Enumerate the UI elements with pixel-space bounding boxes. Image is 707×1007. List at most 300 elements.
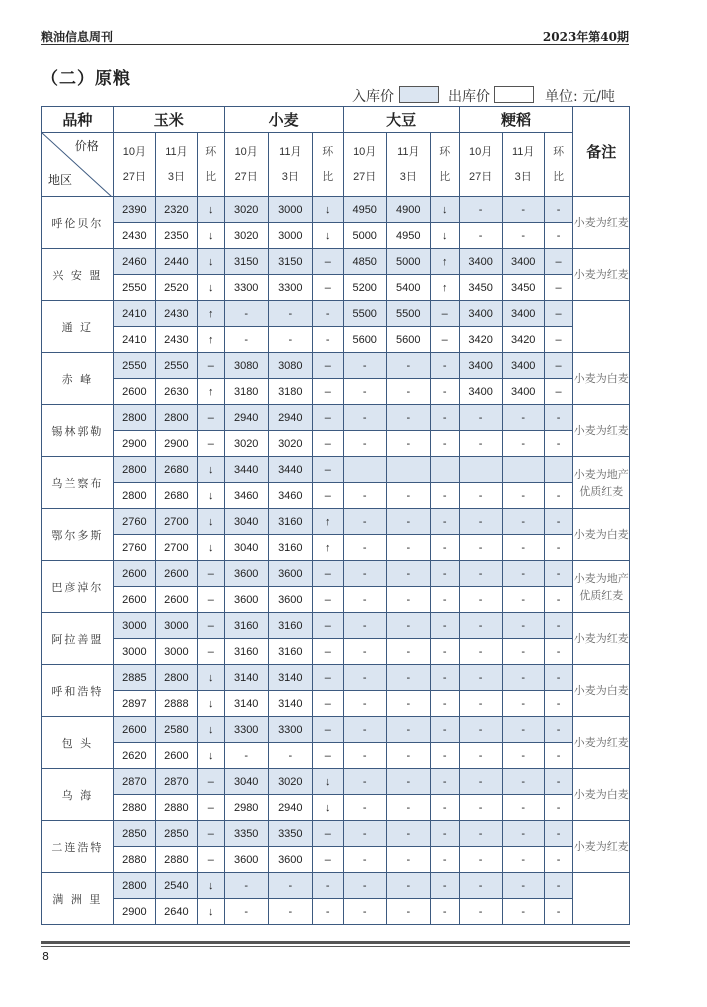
price-cell: - [544,873,573,899]
price-cell: - [430,509,459,535]
table-row [42,665,630,691]
price-cell: - [544,769,573,795]
price-cell: – [312,405,343,431]
price-cell: – [197,353,224,379]
price-cell: - [459,847,502,873]
price-cell: - [268,327,312,353]
price-cell: - [544,691,573,717]
price-cell: - [430,899,459,925]
price-cell: - [343,483,386,509]
price-cell: - [459,873,502,899]
price-cell: - [224,899,268,925]
price-cell: 3420 [502,327,544,353]
footer-rule-thick [41,941,630,944]
price-cell: - [502,535,544,561]
price-cell: 3160 [268,613,312,639]
unit-label: 单位: 元/吨 [545,89,615,105]
price-cell: 2870 [155,769,197,795]
price-cell: 3140 [268,665,312,691]
table-row [42,509,630,535]
price-cell: - [268,743,312,769]
price-legend [352,84,628,106]
note-cell: 小麦为白麦 [573,769,630,821]
price-cell: ↓ [197,743,224,769]
change-header-bottom: 比 [439,170,451,183]
price-cell: 5500 [386,301,430,327]
price-cell: ↓ [197,899,224,925]
price-cell: 3400 [502,379,544,405]
price-cell: 2630 [155,379,197,405]
price-cell: 2620 [113,743,155,769]
price-cell: - [386,587,430,613]
price-cell: - [386,509,430,535]
price-cell: - [343,639,386,665]
price-cell: 3140 [224,691,268,717]
price-cell: 3160 [268,535,312,561]
price-cell: - [459,717,502,743]
price-cell: 2440 [155,249,197,275]
price-cell: 2680 [155,457,197,483]
price-cell: 2600 [113,587,155,613]
region-name: 二连浩特 [42,821,114,873]
price-cell: ↓ [197,275,224,301]
table-row [42,457,630,483]
price-cell: 3600 [268,587,312,613]
price-cell: - [544,431,573,457]
price-cell: – [197,561,224,587]
price-cell: ↓ [197,873,224,899]
price-cell: 2600 [155,561,197,587]
price-cell: - [544,847,573,873]
date-month: 11月 [165,145,188,158]
price-cell: 3080 [224,353,268,379]
grain-price-table [41,106,630,925]
price-cell: - [312,301,343,327]
table-row [42,691,630,717]
table-row [42,743,630,769]
price-cell: – [312,587,343,613]
table-row [42,899,630,925]
price-cell: 2900 [113,899,155,925]
table-row [42,483,630,509]
price-cell: – [197,587,224,613]
price-cell: – [197,613,224,639]
price-cell: 2700 [155,535,197,561]
price-cell: 3000 [113,613,155,639]
table-row [42,535,630,561]
price-cell: - [386,431,430,457]
price-cell: - [430,743,459,769]
price-cell: – [312,743,343,769]
price-cell: - [430,587,459,613]
table-row [42,353,630,379]
price-cell: – [430,327,459,353]
price-cell: 2550 [155,353,197,379]
price-cell [430,457,459,483]
date-header-rice-10-27 [459,133,502,197]
price-cell: - [386,613,430,639]
price-cell: 3000 [155,639,197,665]
price-cell: 3000 [268,197,312,223]
price-cell: 2800 [113,483,155,509]
group-header-japonica-rice: 粳稻 [459,107,573,133]
price-cell: - [430,353,459,379]
price-cell: - [386,379,430,405]
price-cell: 2880 [113,795,155,821]
price-cell: – [544,379,573,405]
price-cell: 3350 [224,821,268,847]
price-cell: - [343,665,386,691]
price-cell: 3140 [268,691,312,717]
price-cell: 3150 [224,249,268,275]
price-cell: - [386,743,430,769]
price-cell: 3400 [459,353,502,379]
price-cell: - [268,301,312,327]
price-cell: - [386,483,430,509]
price-cell: 2350 [155,223,197,249]
price-cell: ↓ [197,483,224,509]
price-cell: 3350 [268,821,312,847]
price-cell: 5600 [343,327,386,353]
price-cell: 2600 [113,379,155,405]
price-cell: - [544,743,573,769]
price-cell: - [544,561,573,587]
price-cell [502,457,544,483]
change-header-soybean [430,133,459,197]
date-header-corn-10-27 [113,133,155,197]
date-header-wheat-11-3 [268,133,312,197]
price-cell: 3400 [502,353,544,379]
price-cell: - [386,873,430,899]
price-cell: - [544,717,573,743]
price-cell: – [544,327,573,353]
price-cell: 2800 [155,665,197,691]
date-month: 11月 [279,145,302,158]
price-cell: - [502,405,544,431]
price-cell: - [502,821,544,847]
region-name: 巴彦淖尔 [42,561,114,613]
price-cell: - [343,561,386,587]
price-cell: 3300 [224,275,268,301]
price-cell: - [459,795,502,821]
price-cell: - [502,223,544,249]
price-cell: 2900 [155,431,197,457]
price-cell: - [544,899,573,925]
price-cell: 2600 [113,561,155,587]
price-cell: - [430,405,459,431]
date-day: 27日 [353,170,377,183]
price-cell: 4900 [386,197,430,223]
price-cell: 3000 [155,613,197,639]
price-cell: 3300 [224,717,268,743]
note-cell: 小麦为白麦 [573,353,630,405]
price-cell: 2880 [155,847,197,873]
change-header-bottom: 比 [205,170,217,183]
price-cell: - [386,769,430,795]
price-cell: – [544,249,573,275]
price-cell: ↓ [430,197,459,223]
price-cell: – [197,795,224,821]
price-cell: 2880 [113,847,155,873]
price-cell: - [459,197,502,223]
price-cell: - [502,717,544,743]
table-row [42,561,630,587]
price-cell: - [544,535,573,561]
group-header-corn: 玉米 [113,107,224,133]
region-name: 鄂尔多斯 [42,509,114,561]
table-row [42,249,630,275]
change-header-rice [544,133,573,197]
price-cell: - [502,665,544,691]
price-cell: - [268,873,312,899]
price-cell: ↑ [197,327,224,353]
price-cell: - [430,483,459,509]
price-cell: - [459,561,502,587]
price-cell: 3020 [268,431,312,457]
price-cell: 3020 [224,223,268,249]
price-cell: ↓ [197,717,224,743]
table-row [42,379,630,405]
price-cell: - [312,873,343,899]
price-cell: 5400 [386,275,430,301]
price-cell: 3300 [268,717,312,743]
price-cell: 2390 [113,197,155,223]
region-name: 通 辽 [42,301,114,353]
price-cell: 4850 [343,249,386,275]
price-cell: 3040 [224,509,268,535]
price-cell: – [197,821,224,847]
date-header-soybean-11-3 [386,133,430,197]
price-cell: - [343,379,386,405]
price-cell: 3400 [502,301,544,327]
price-cell: - [430,691,459,717]
price-cell: – [312,483,343,509]
price-cell: - [502,847,544,873]
price-cell: 3450 [459,275,502,301]
price-cell [343,457,386,483]
price-cell: 2700 [155,509,197,535]
price-cell: 3020 [268,769,312,795]
price-cell: ↓ [312,795,343,821]
price-cell: - [312,899,343,925]
price-cell: – [312,847,343,873]
price-cell: - [430,717,459,743]
price-cell: 2430 [113,223,155,249]
price-cell: - [386,795,430,821]
change-header-top: 环 [439,145,451,158]
price-cell: 2888 [155,691,197,717]
in-price-swatch [399,86,439,103]
price-cell: - [544,821,573,847]
region-name: 锡林郭勒 [42,405,114,457]
note-cell: 小麦为白麦 [573,509,630,561]
note-header: 备注 [573,107,630,197]
change-header-top: 环 [553,145,565,158]
out-price-swatch [494,86,534,103]
price-cell: 3180 [268,379,312,405]
price-cell: 2760 [113,535,155,561]
price-cell: 2940 [268,795,312,821]
header-rule [41,44,629,45]
price-cell: ↑ [312,535,343,561]
publication-name: 粮油信息周刊 [41,30,114,44]
price-cell: 3420 [459,327,502,353]
price-cell: - [430,535,459,561]
price-cell: - [343,769,386,795]
region-name: 兴 安 盟 [42,249,114,301]
price-cell: 3020 [224,431,268,457]
group-header-wheat: 小麦 [224,107,343,133]
price-cell: 3440 [268,457,312,483]
date-month: 10月 [122,145,146,158]
note-cell: 小麦为地产优质红麦 [573,457,630,509]
price-cell: ↓ [430,223,459,249]
price-cell: - [544,483,573,509]
price-cell: - [386,535,430,561]
price-cell: - [343,795,386,821]
price-cell: – [197,769,224,795]
price-cell: – [197,639,224,665]
price-cell: ↓ [197,197,224,223]
price-cell: 3450 [502,275,544,301]
price-cell: 3040 [224,535,268,561]
price-cell: - [343,743,386,769]
date-month: 10月 [469,145,493,158]
price-cell: - [430,847,459,873]
price-cell: – [312,691,343,717]
region-name: 乌兰察布 [42,457,114,509]
price-cell: 2600 [155,743,197,769]
price-cell: - [459,769,502,795]
price-cell: 3400 [459,379,502,405]
price-cell: 2600 [113,717,155,743]
price-cell: 3000 [268,223,312,249]
price-cell: - [459,431,502,457]
change-header-top: 环 [205,145,217,158]
price-cell: - [502,691,544,717]
price-cell: - [386,717,430,743]
change-header-bottom: 比 [322,170,334,183]
date-day: 27日 [234,170,258,183]
price-cell: 3080 [268,353,312,379]
price-cell: - [343,587,386,613]
price-cell: – [312,457,343,483]
date-header-soybean-10-27 [343,133,386,197]
price-cell: - [343,353,386,379]
price-cell: 2550 [113,275,155,301]
region-name: 包 头 [42,717,114,769]
price-cell: - [386,665,430,691]
price-cell: - [544,665,573,691]
price-cell: 3000 [113,639,155,665]
price-cell: - [430,379,459,405]
price-cell: 3400 [502,249,544,275]
price-cell: ↓ [197,535,224,561]
date-month: 10月 [353,145,377,158]
table-row [42,613,630,639]
price-cell: ↑ [197,301,224,327]
price-cell: - [430,431,459,457]
price-cell: - [502,873,544,899]
price-cell: - [224,327,268,353]
table-row [42,769,630,795]
price-cell: - [430,639,459,665]
date-day: 3日 [281,170,299,183]
change-header-top: 环 [322,145,334,158]
price-cell: - [343,405,386,431]
date-header-rice-11-3 [502,133,544,197]
price-cell: - [544,405,573,431]
price-cell: – [312,353,343,379]
table-row [42,223,630,249]
table-row [42,795,630,821]
price-cell: ↓ [197,509,224,535]
price-cell: – [197,847,224,873]
page-number: 8 [42,950,49,963]
price-cell: 2870 [113,769,155,795]
price-cell: - [312,327,343,353]
price-cell: – [544,275,573,301]
price-cell: 3400 [459,249,502,275]
region-name: 满 洲 里 [42,873,114,925]
price-cell: ↓ [197,249,224,275]
price-label: 价格 [74,139,99,153]
price-cell: - [544,613,573,639]
region-label: 地区 [48,173,73,187]
variety-header: 品种 [42,107,114,133]
price-cell: 2550 [113,353,155,379]
price-cell: – [544,301,573,327]
price-cell: - [502,899,544,925]
date-header-corn-11-3 [155,133,197,197]
note-cell [573,301,630,353]
price-cell: 3400 [459,301,502,327]
price-cell: - [502,509,544,535]
price-cell: - [386,405,430,431]
table-row [42,639,630,665]
price-cell: - [502,483,544,509]
price-cell: - [386,353,430,379]
price-cell: ↓ [197,691,224,717]
price-cell: - [343,613,386,639]
price-cell: - [459,483,502,509]
price-cell: 2540 [155,873,197,899]
price-cell: - [430,561,459,587]
note-cell: 小麦为地产优质红麦 [573,561,630,613]
table-row [42,301,630,327]
price-cell: 3040 [224,769,268,795]
price-cell: 2760 [113,509,155,535]
price-cell: ↓ [197,665,224,691]
price-cell: - [430,769,459,795]
table-row [42,327,630,353]
price-cell: - [459,665,502,691]
price-cell: 5200 [343,275,386,301]
price-cell: - [544,639,573,665]
price-cell: 3300 [268,275,312,301]
price-cell: - [430,613,459,639]
price-cell: 2940 [224,405,268,431]
price-cell: - [544,795,573,821]
change-header-wheat [312,133,343,197]
price-cell: ↑ [312,509,343,535]
price-cell: – [197,405,224,431]
price-cell: ↓ [197,223,224,249]
price-cell: ↑ [430,275,459,301]
price-cell [459,457,502,483]
price-cell [386,457,430,483]
table-row [42,587,630,613]
